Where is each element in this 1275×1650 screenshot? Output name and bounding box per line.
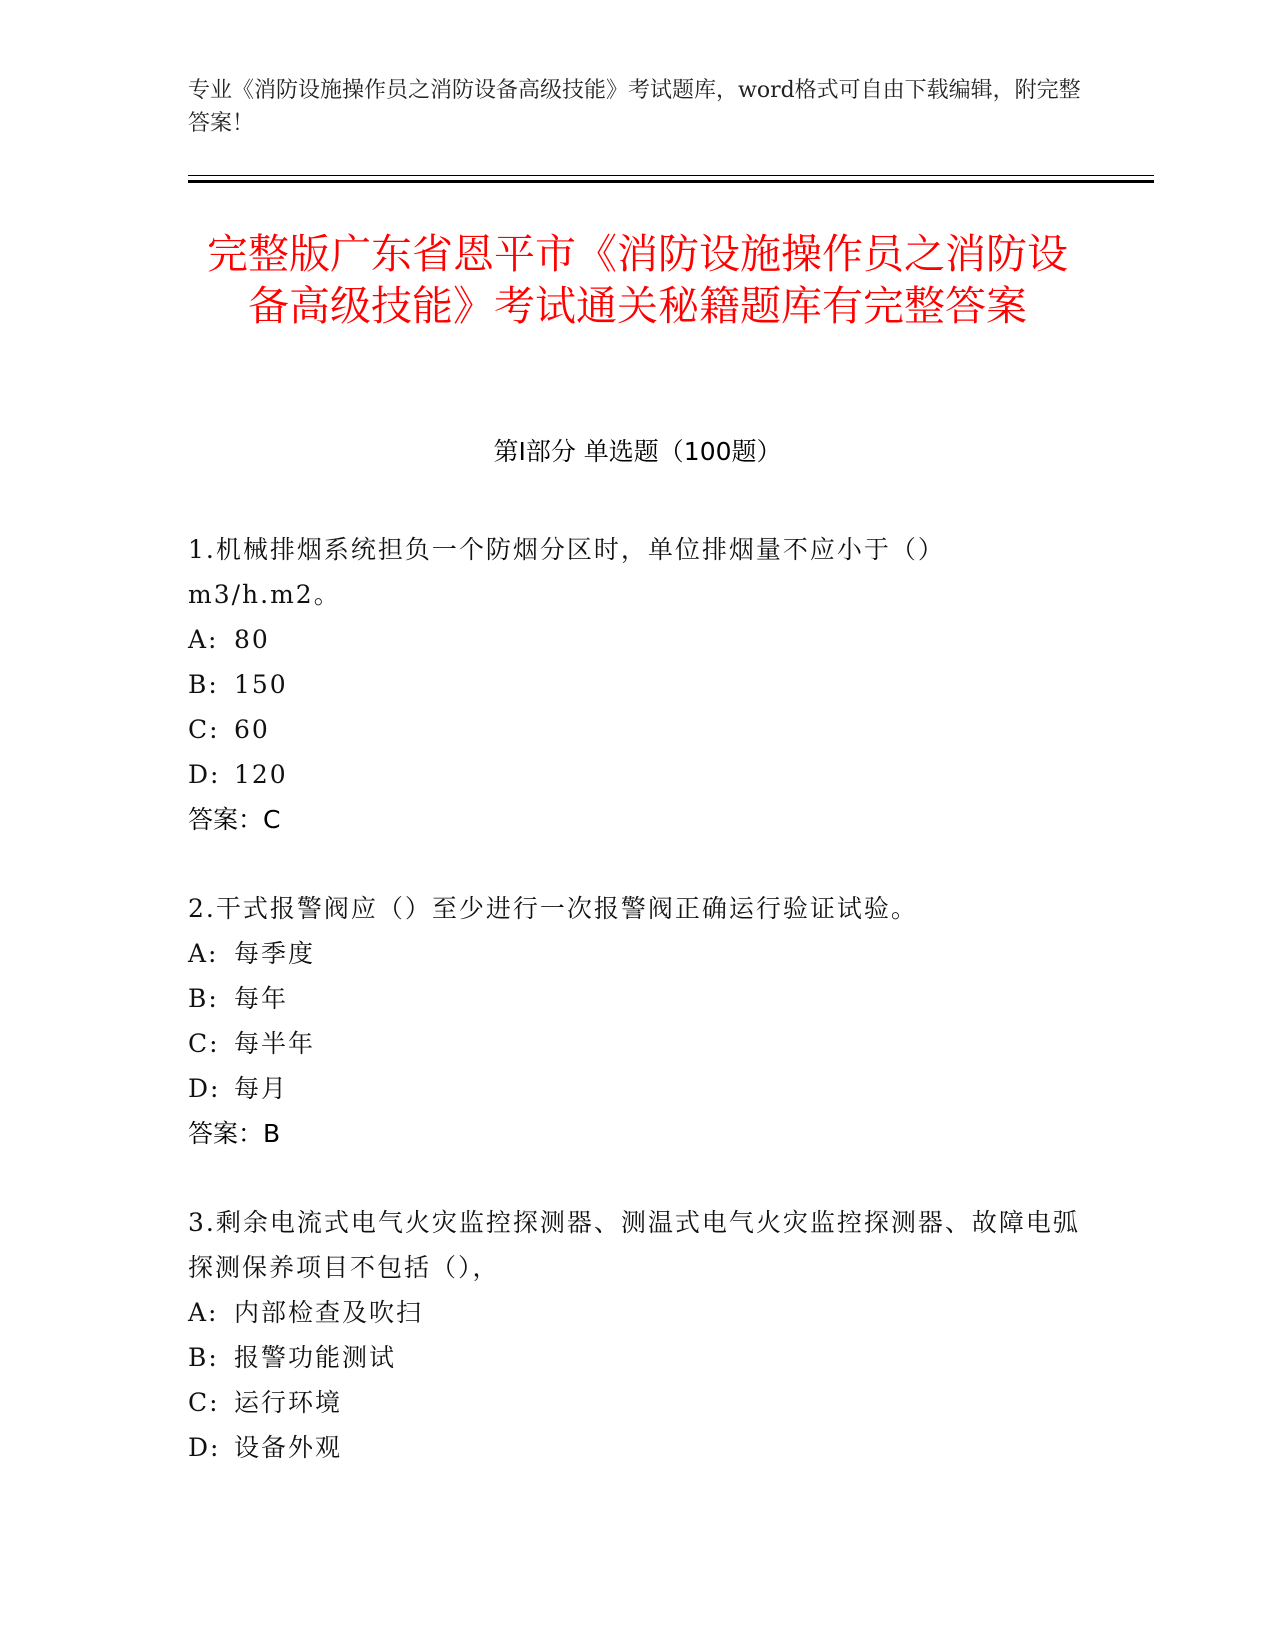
question-option [188,1335,1088,1380]
question-stem: 1.机械排烟系统担负一个防烟分区时，单位排烟量不应小于（）m3/h.m2。 [188,535,945,609]
option-letter: A: [188,625,219,654]
option-letter: B: [188,984,219,1013]
option-letter: B: [188,670,219,699]
question-option [188,1425,1088,1470]
option-text: 120 [234,760,288,789]
question-option [188,1021,1088,1066]
option-text: 80 [234,625,270,654]
question-3 [188,1200,1088,1470]
question-stem: 3.剩余电流式电气火灾监控探测器、测温式电气火灾监控探测器、故障电弧探测保养项目不包括（）， [188,1208,1080,1282]
option-letter: D: [188,1074,221,1103]
question-option [188,1380,1088,1425]
question-option [188,752,1088,797]
option-letter: A: [188,1298,219,1327]
option-text: 每季度 [234,939,316,968]
option-text: 每年 [234,984,289,1013]
question-option [188,707,1088,752]
question-option [188,1290,1088,1335]
option-text: 60 [234,715,270,744]
question-1 [188,527,1088,842]
document-title: 完整版广东省恩平市《消防设施操作员之消防设备高级技能》考试通关秘籍题库有完整答案 [207,230,1068,330]
option-letter: B: [188,1343,219,1372]
question-option [188,931,1088,976]
question-option [188,662,1088,707]
header-divider-thick [188,180,1154,183]
question-answer: 答案：B [188,1119,281,1148]
option-text: 报警功能测试 [234,1343,397,1372]
option-text: 设备外观 [234,1433,343,1462]
option-text: 150 [234,670,288,699]
option-letter: D: [188,1433,221,1462]
option-text: 运行环境 [234,1388,343,1417]
question-stem: 2.干式报警阀应（）至少进行一次报警阀正确运行验证试验。 [188,894,918,923]
question-option [188,617,1088,662]
question-option [188,1066,1088,1111]
question-list [188,527,1088,1514]
option-text: 每月 [234,1074,289,1103]
option-text: 内部检查及吹扫 [234,1298,424,1327]
option-letter: D: [188,760,221,789]
header-note: 专业《消防设施操作员之消防设备高级技能》考试题库，word格式可自由下载编辑，附完整答案！ [188,78,1081,136]
option-letter: C: [188,715,220,744]
option-text: 每半年 [234,1029,316,1058]
section-heading: 第Ⅰ部分 单选题（100题） [493,437,782,466]
question-answer: 答案：C [188,805,281,834]
header-divider-thin [188,175,1154,176]
question-option [188,976,1088,1021]
option-letter: C: [188,1388,220,1417]
option-letter: A: [188,939,219,968]
option-letter: C: [188,1029,220,1058]
question-2 [188,886,1088,1156]
